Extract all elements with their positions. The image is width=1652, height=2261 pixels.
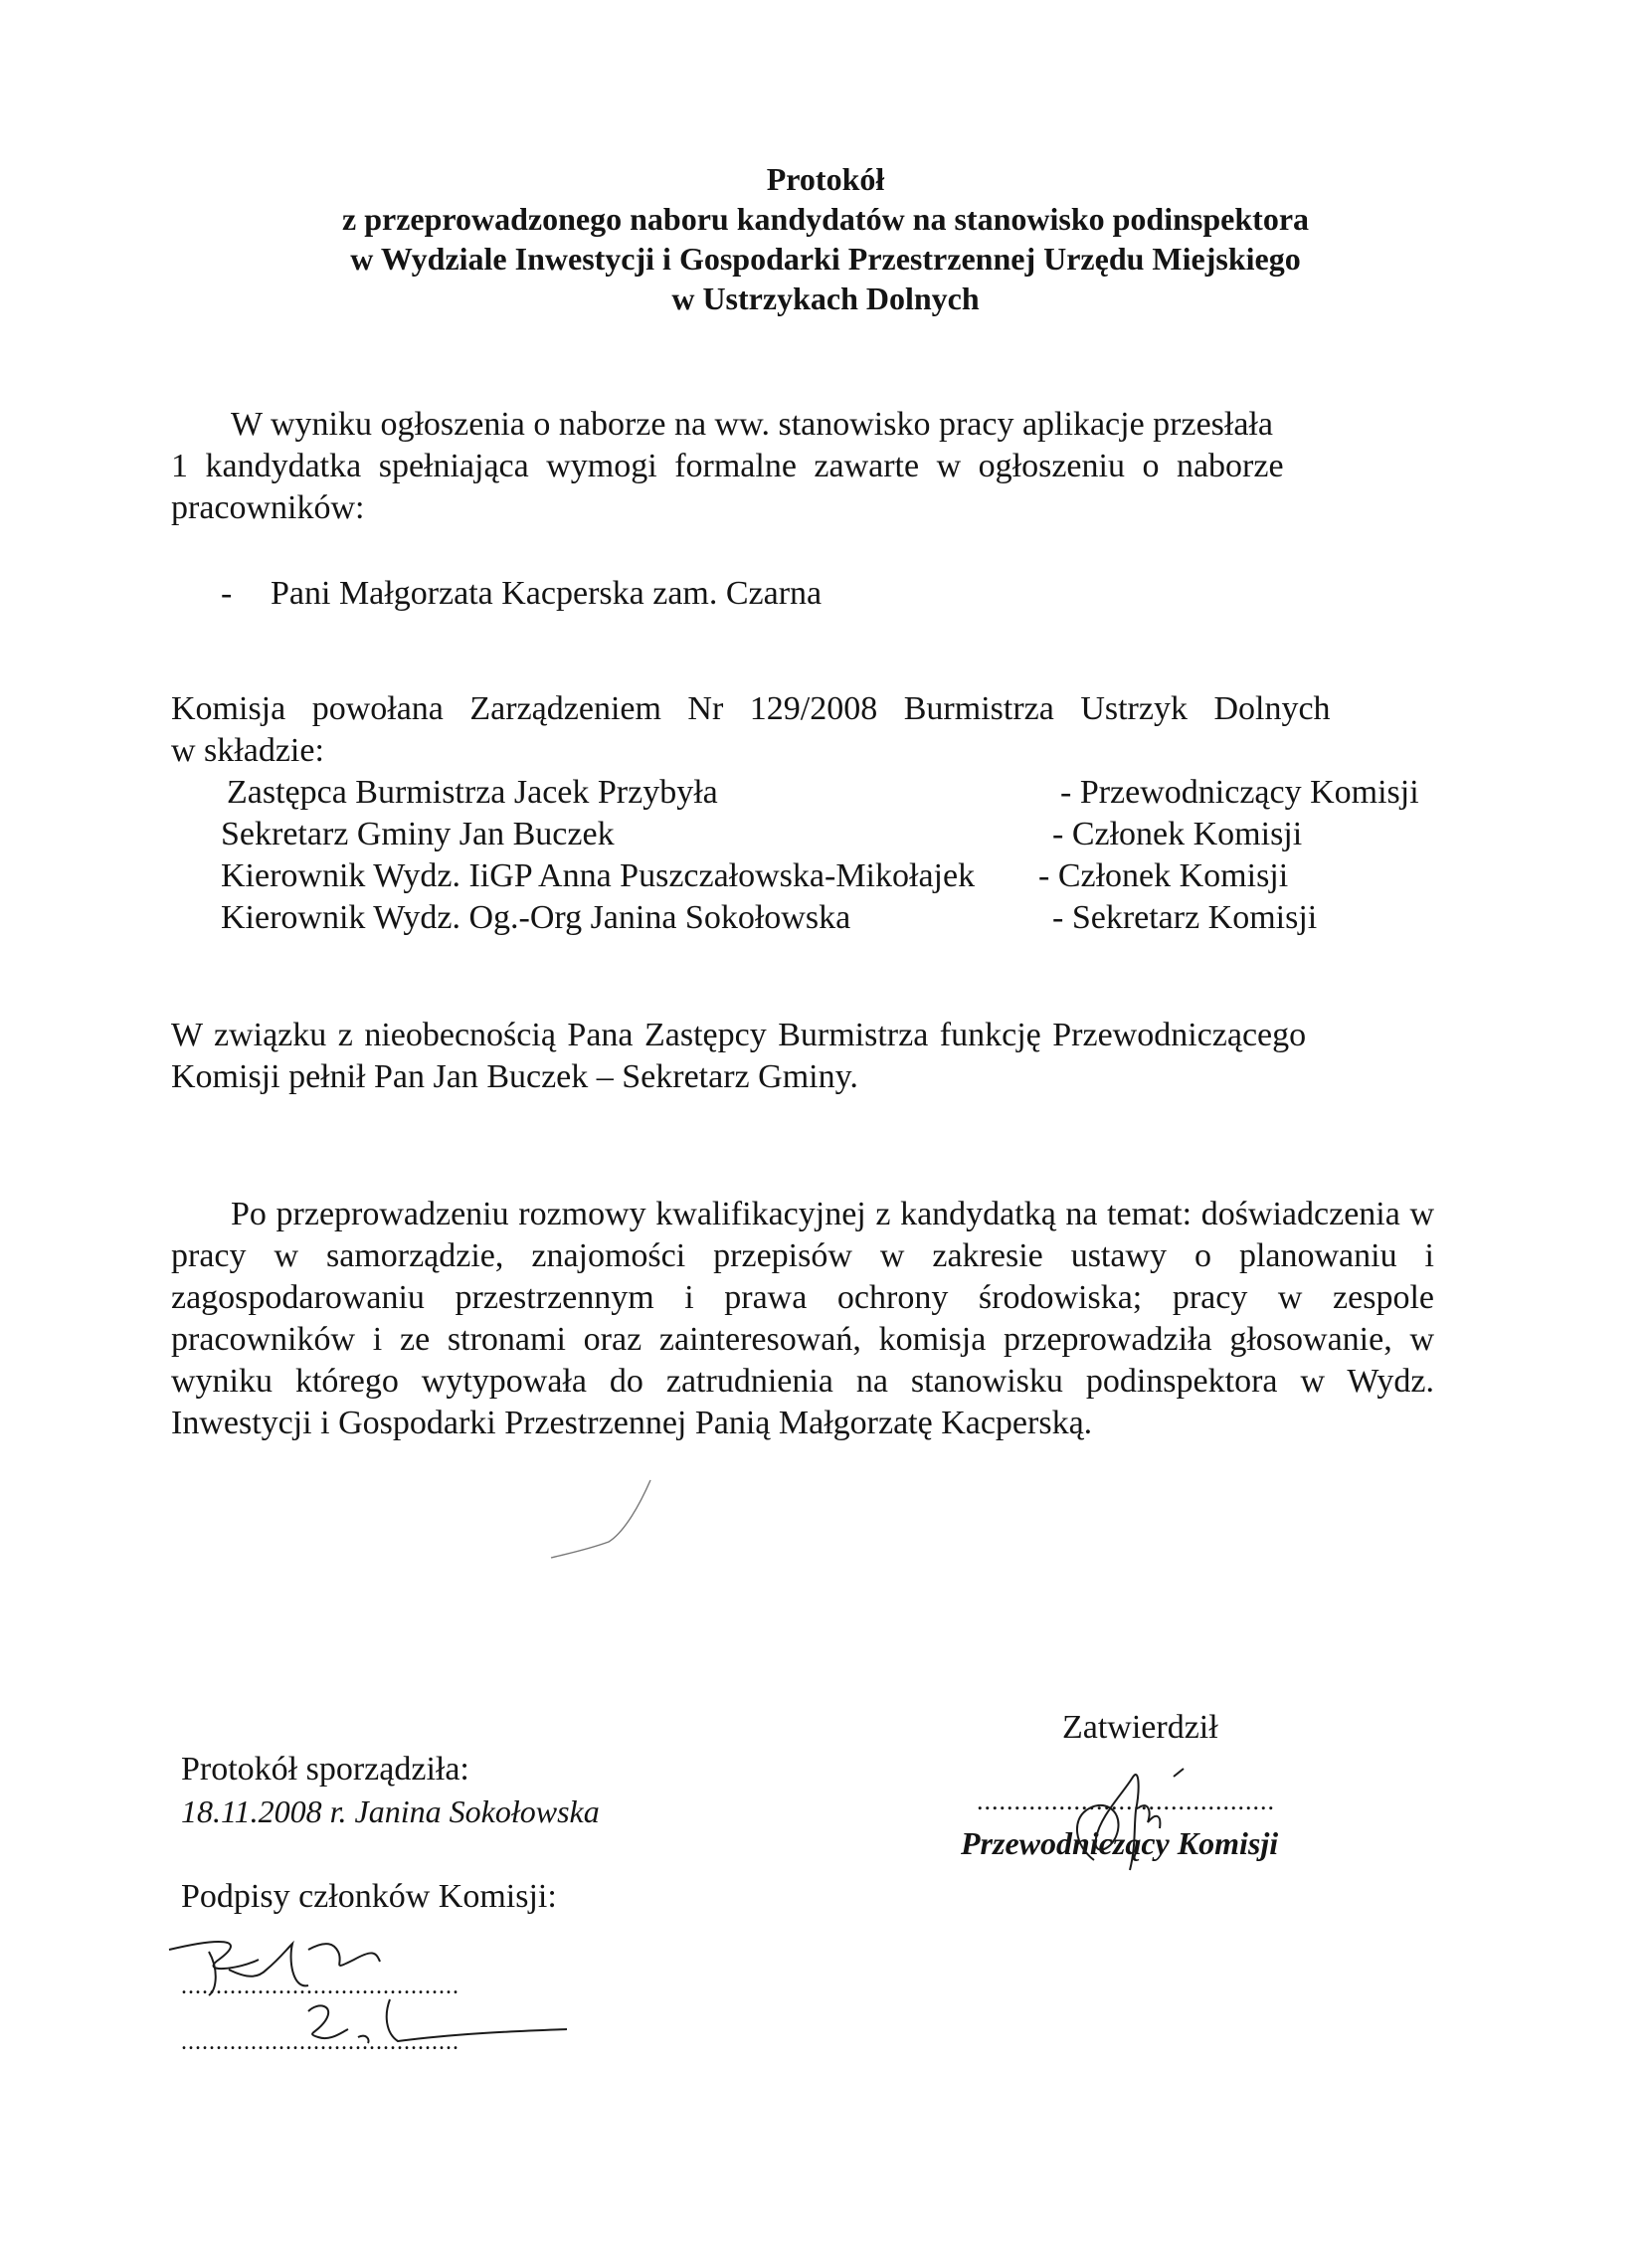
commission-line-1: Komisja powołana Zarządzeniem Nr 129/2008 Burmistrza Ustrzyk Dolnych	[171, 690, 1331, 727]
intro-line-2: 1 kandydatka spełniająca wymogi formalne zawarte w ogłoszeniu o naborze	[171, 448, 1284, 484]
title-line-4: w Ustrzykach Dolnych	[671, 281, 980, 316]
commission-member	[227, 772, 1420, 814]
member-name: Zastępca Burmistrza Jacek Przybyła	[227, 774, 718, 811]
result-paragraph	[171, 1194, 1434, 1444]
chair-signature-line: ........................................	[977, 1787, 1275, 1815]
signatures-label: Podpisy członków Komisji:	[181, 1878, 557, 1915]
chair-title: Przewodniczący Komisji	[961, 1825, 1279, 1861]
title-line-1: Protokół	[766, 161, 885, 197]
document-title	[199, 159, 1452, 318]
candidate-name: Pani Małgorzata Kacperska zam. Czarna	[271, 575, 823, 612]
signature-line: ........................................	[181, 2029, 459, 2055]
commission-member	[221, 814, 1414, 855]
title-line-3: w Wydziale Inwestycji i Gospodarki Przestrzennej Urzędu Miejskiego	[350, 241, 1301, 277]
member-role: - Przewodniczący Komisji	[1060, 774, 1419, 811]
signature-line: ........................................	[181, 1974, 459, 1999]
member-role: - Członek Komisji	[1052, 816, 1303, 852]
title-line-2: z przeprowadzonego naboru kandydatów na stanowisko podinspektora	[341, 201, 1310, 237]
member-name: Kierownik Wydz. IiGP Anna Puszczałowska-Mikołajek	[221, 857, 976, 894]
intro-line-1: W wyniku ogłoszenia o naborze na ww. stanowisko pracy aplikacje przesłała	[231, 406, 1273, 443]
pen-stroke	[547, 1472, 666, 1562]
commission-member	[221, 855, 1414, 897]
commission-member	[221, 897, 1414, 939]
absence-line-1: W związku z nieobecnością Pana Zastępcy Burmistrza funkcję Przewodniczącego	[171, 1017, 1307, 1053]
absence-line-2: Komisji pełnił Pan Jan Buczek – Sekretarz Gminy.	[171, 1058, 858, 1095]
member-role: - Sekretarz Komisji	[1052, 899, 1318, 936]
prepared-value: 18.11.2008 r. Janina Sokołowska	[181, 1793, 600, 1829]
member-name: Sekretarz Gminy Jan Buczek	[221, 816, 615, 852]
candidate-bullet: -	[221, 575, 233, 612]
commission-line-2: w składzie:	[171, 732, 324, 769]
intro-line-3: pracowników:	[171, 489, 365, 526]
member-name: Kierownik Wydz. Og.-Org Janina Sokołowska	[221, 899, 851, 936]
chair-signature	[1044, 1751, 1223, 1900]
member-role: - Członek Komisji	[1038, 857, 1289, 894]
result-text: Po przeprowadzeniu rozmowy kwalifikacyjnej z kandydatką na temat: doświadczenia w pracy w samorządzie, znajomości przepisów w zakresie ustawy o planowaniu i zagospodarowaniu przestrzennym i prawa ochrony środowiska; pracy w zespole pracowników i ze stronami oraz zainteresowań, komisja przeprowadziła głosowanie, w wyniku którego wytypowała do zatrudnienia na stanowisku podinspektora w Wydz. Inwestycji i Gospodarki Przestrzennej Panią Małgorzatę Kacperską.	[171, 1196, 1434, 1441]
approved-label: Zatwierdził	[1062, 1709, 1218, 1746]
prepared-label: Protokół sporządziła:	[181, 1751, 469, 1788]
member-signatures	[159, 1930, 577, 2069]
